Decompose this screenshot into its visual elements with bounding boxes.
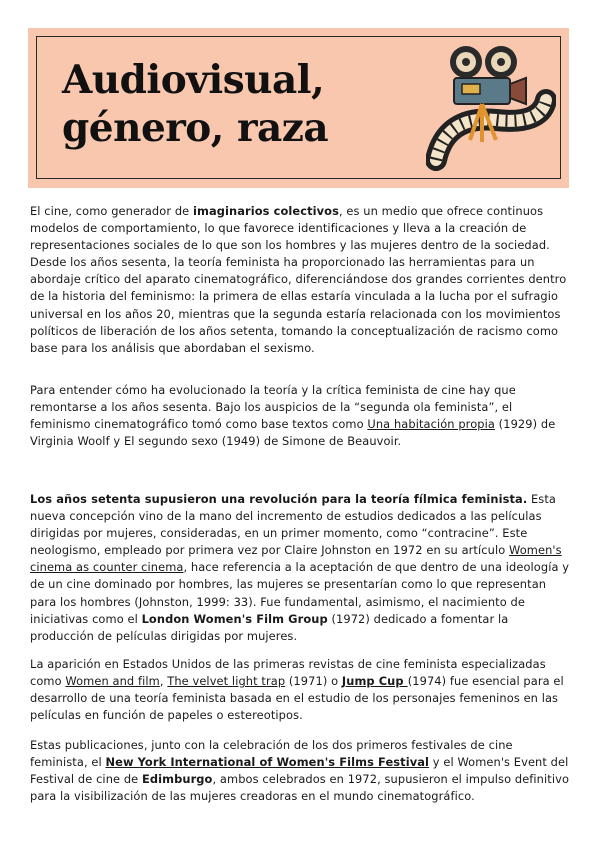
paragraph-2 (30, 382, 570, 450)
text: (1972) dedicado a fomentar la producción de películas dirigidas por mujeres. (30, 611, 509, 643)
section-lead: Los años setenta supusieron una revolución para la teoría fílmica feminista. (30, 492, 528, 506)
bold-term: imaginarios colectivos (193, 204, 339, 218)
text: Esta nueva concepción vino de la mano del incremento de estudios dedicados a las películas dirigidas por mujeres, consideradas, en un primer momento, como “contracine”. Este neologismo, empleado por primera vez por Claire Johnston en 1972 en su artículo (30, 492, 556, 558)
text: , es un medio que ofrece continuos modelos de comportamiento, lo que favorece identificaciones y lleva a la creación de representaciones sociales de lo que son los hombres y las mujeres dentro de la sociedad. Desde los años sesenta, la teoría feminista ha proporcionado las herramientas para un abordaje crítico del aparato cinematográfico, diferenciándose dos grandes corrientes dentro de la historia del feminismo: la primera de ellas estaría vinculada a la lucha por el sufragio universal en los años 20, mientras que la segunda estaría relacionada con los movimientos políticos de liberación de los años setenta, tomando la conceptualización de racismo como base para los análisis que abordaban el sexismo. (30, 204, 567, 355)
title-line-2: género, raza (62, 105, 329, 151)
magazine-title: The velvet light trap (167, 674, 286, 689)
organization-name: London Women's Film Group (141, 611, 328, 626)
festival-name: New York International of Women's Films Festival (105, 755, 430, 770)
paragraph-4 (30, 656, 570, 724)
text: , (159, 674, 168, 689)
magazine-title: Jump Cup (341, 674, 408, 689)
city-name: Edimburgo (142, 772, 213, 787)
text: (1929) de Virginia Woolf y El segundo sexo (1949) de Simone de Beauvoir. (30, 417, 556, 449)
magazine-title: Women and film (65, 674, 160, 689)
text: , hace referencia a la aceptación de que dentro de una ideología y de un cine dominado por hombres, las mujeres se presentarían como lo que representan para los hombres (Johnston, 1999: 33). Fue fundamental, asimismo, el nacimiento de iniciativas como el (30, 560, 570, 626)
article-title: Women's cinema as counter cinema (30, 543, 562, 575)
text: Para entender cómo ha evolucionado la teoría y la crítica feminista de cine hay que remontarse a los años sesenta. Bajo los auspicios de la “segunda ola feminista”, el feminismo cinematográfico tomó como base textos como (30, 383, 516, 432)
paragraph-3 (30, 491, 570, 645)
book-title: Una habitación propia (367, 417, 495, 432)
header-banner (28, 28, 569, 188)
page-title (62, 56, 328, 152)
text: (1974) fue esencial para el desarrollo de una teoría feminista basada en el estudio de los personajes femeninos en las películas en función de papeles o estereotipos. (30, 674, 564, 723)
text: (1971) o (285, 674, 342, 689)
paragraph-1 (30, 203, 570, 357)
film-camera-icon (426, 40, 556, 180)
title-line-1: Audiovisual, (62, 57, 325, 103)
text: La aparición en Estados Unidos de las primeras revistas de cine feminista especializadas como (30, 657, 546, 689)
paragraph-5 (30, 737, 570, 805)
text: Estas publicaciones, junto con la celebración de los dos primeros festivales de cine feminista, el (30, 738, 513, 770)
text: El cine, como generador de (30, 204, 193, 218)
text: y el Women's Event del Festival de cine de (30, 755, 569, 787)
text: , ambos celebrados en 1972, supusieron el impulso definitivo para la visibilización de las mujeres creadoras en el mundo cinematográfico. (30, 772, 570, 804)
